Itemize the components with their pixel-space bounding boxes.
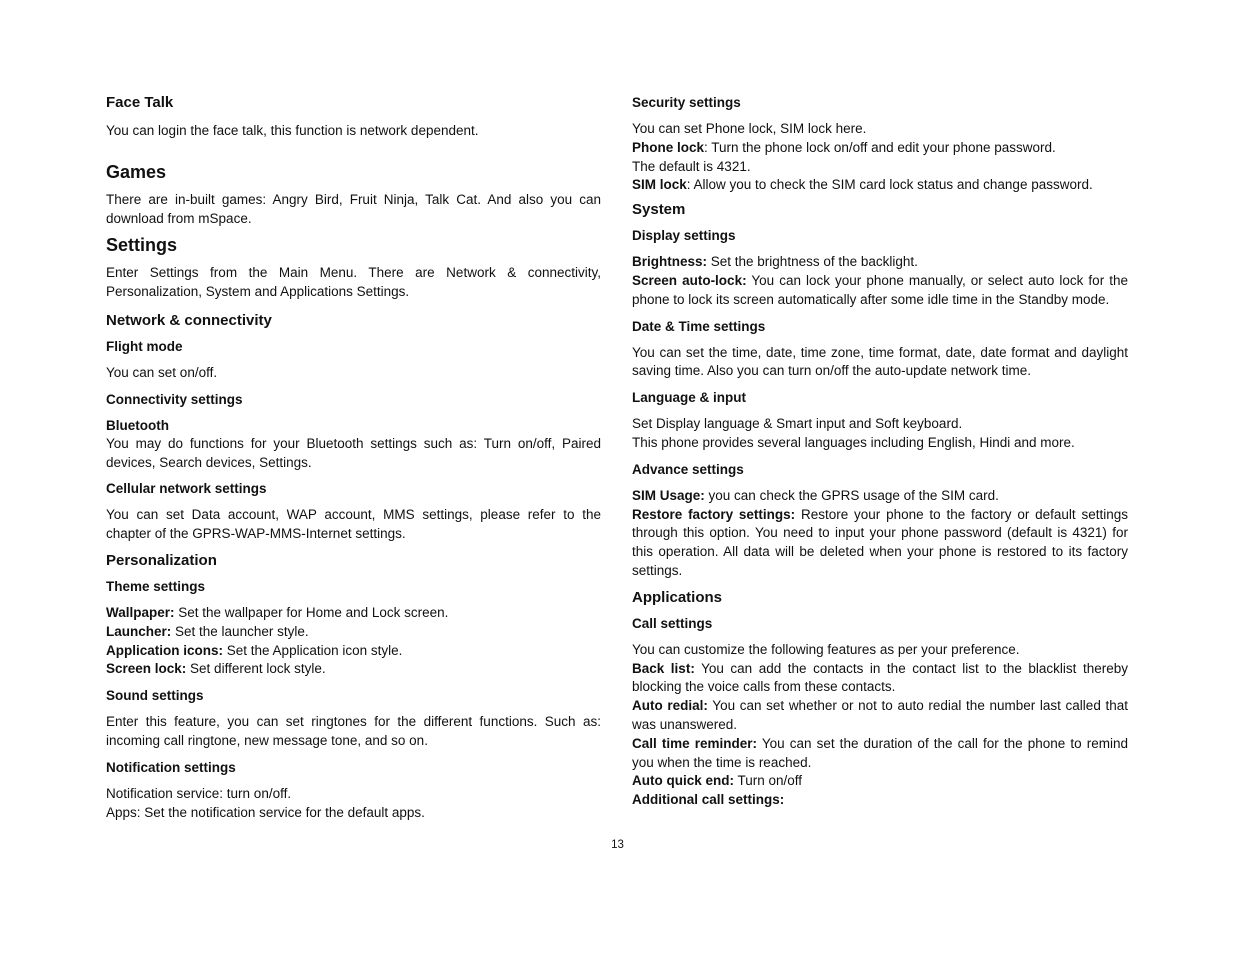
connectivity-heading: Connectivity settings <box>106 391 243 407</box>
datetime-text: You can set the time, date, time zone, time format, date, date format and daylight saving time. Also you can turn on/off the auto-update network time. <box>632 344 1128 379</box>
sim-lock-line <box>632 176 1128 195</box>
face-talk-heading: Face Talk <box>106 94 174 111</box>
sound-heading: Sound settings <box>106 688 204 704</box>
autolock-line <box>632 272 1128 310</box>
notification-heading: Notification settings <box>106 759 236 775</box>
phone-lock-line <box>632 139 1128 158</box>
notification-line-1: Notification service: turn on/off. <box>106 785 292 801</box>
screen-lock-label: Screen lock: <box>106 661 187 677</box>
back-list-text: You can add the contacts in the contact list to the blacklist thereby blocking the voice calls from these contacts. <box>632 660 1128 695</box>
call-settings-heading: Call settings <box>632 615 713 631</box>
launcher-line <box>106 623 601 642</box>
autolock-text: You can lock your phone manually, or select auto lock for the phone to lock its screen automatically after some idle time in the Standby mode. <box>632 272 1128 307</box>
right-column <box>632 90 1128 810</box>
additional-line <box>632 791 1128 810</box>
app-icons-label: Application icons: <box>106 642 224 658</box>
call-time-line <box>632 735 1128 773</box>
theme-heading: Theme settings <box>106 578 206 594</box>
auto-redial-line <box>632 697 1128 735</box>
cellular-text: You can set Data account, WAP account, MMS settings, please refer to the chapter of the GPRS-WAP-MMS-Internet settings. <box>106 507 601 542</box>
language-line-2: This phone provides several languages including English, Hindi and more. <box>632 434 1075 450</box>
settings-heading: Settings <box>106 235 178 256</box>
auto-redial-text: You can set whether or not to auto redial the number last called that was unanswered. <box>632 698 1128 732</box>
screen-lock-text: Set different lock style. <box>186 661 326 677</box>
brightness-label: Brightness: <box>632 254 708 270</box>
screen-lock-line <box>106 660 601 679</box>
applications-heading: Applications <box>632 588 723 606</box>
restore-label: Restore factory settings: <box>632 506 796 522</box>
settings-text: Enter Settings from the Main Menu. There are Network & connectivity, Personalization, System and Applications Settings. <box>106 265 601 300</box>
notification-line-2: Apps: Set the notification service for the default apps. <box>106 804 425 820</box>
wallpaper-line <box>106 604 601 623</box>
page-number: 13 <box>611 839 624 851</box>
display-heading: Display settings <box>632 228 736 244</box>
display-text <box>632 253 1128 309</box>
left-column <box>106 90 601 822</box>
games-text: There are in-built games: Angry Bird, Fruit Ninja, Talk Cat. And also you can download from mSpace. <box>106 191 601 226</box>
cellular-heading: Cellular network settings <box>106 481 267 497</box>
language-text <box>632 415 1128 453</box>
restore-text: Restore your phone to the factory or default settings through this option. You need to input your phone password (default is 4321) for this operation. All data will be deleted when your phone is restored to its factory settings. <box>632 506 1128 578</box>
sound-text: Enter this feature, you can set ringtones for the different functions. Such as: incoming call ringtone, new message tone, and so on. <box>106 714 601 748</box>
brightness-text: Set the brightness of the backlight. <box>707 254 918 270</box>
sim-usage-text: you can check the GPRS usage of the SIM card. <box>704 487 999 503</box>
autolock-label: Screen auto-lock: <box>632 272 747 288</box>
sim-usage-line <box>632 487 1128 506</box>
theme-text <box>106 604 601 679</box>
call-time-label: Call time reminder: <box>632 735 757 751</box>
security-text <box>632 120 1128 195</box>
flight-mode-text: You can set on/off. <box>106 364 218 380</box>
sim-usage-label: SIM Usage: <box>632 487 705 503</box>
auto-redial-label: Auto redial: <box>632 698 708 714</box>
phone-lock-label: Phone lock <box>632 139 705 155</box>
restore-line <box>632 506 1128 581</box>
call-time-text: You can set the duration of the call for the phone to remind you when the time is reached. <box>632 735 1128 770</box>
back-list-line <box>632 660 1128 698</box>
call-settings-text <box>632 641 1128 810</box>
default-password-line: The default is 4321. <box>632 158 751 174</box>
games-heading: Games <box>106 161 167 182</box>
phone-lock-text: : Turn the phone lock on/off and edit your phone password. <box>704 139 1056 155</box>
sim-lock-label: SIM lock <box>632 177 687 193</box>
auto-quick-text: Turn on/off <box>734 773 803 789</box>
bluetooth-heading: Bluetooth <box>106 417 169 433</box>
call-intro: You can customize the following features as per your preference. <box>632 641 1020 657</box>
advance-heading: Advance settings <box>632 461 744 477</box>
back-list-label: Back list: <box>632 660 695 676</box>
app-icons-text: Set the Application icon style. <box>223 642 403 658</box>
datetime-heading: Date & Time settings <box>632 318 766 334</box>
wallpaper-text: Set the wallpaper for Home and Lock screen. <box>174 604 449 620</box>
system-heading: System <box>632 201 686 219</box>
notification-text <box>106 785 601 823</box>
auto-quick-label: Auto quick end: <box>632 773 734 789</box>
launcher-label: Launcher: <box>106 623 172 639</box>
language-heading: Language & input <box>632 390 746 406</box>
app-icons-line <box>106 642 601 661</box>
advance-text <box>632 487 1128 581</box>
security-intro: You can set Phone lock, SIM lock here. <box>632 121 867 136</box>
security-heading: Security settings <box>632 95 741 110</box>
language-line-1: Set Display language & Smart input and Soft keyboard. <box>632 416 963 432</box>
sim-lock-text: : Allow you to check the SIM card lock status and change password. <box>686 177 1093 193</box>
network-heading: Network & connectivity <box>106 311 272 329</box>
launcher-text: Set the launcher style. <box>171 623 309 639</box>
bluetooth-text: You may do functions for your Bluetooth settings such as: Turn on/off, Paired devices, Search devices, Settings. <box>106 435 601 470</box>
face-talk-text: You can login the face talk, this function is network dependent. <box>106 123 479 138</box>
flight-mode-heading: Flight mode <box>106 338 183 354</box>
brightness-line <box>632 253 1128 272</box>
wallpaper-label: Wallpaper: <box>106 604 175 620</box>
auto-quick-line <box>632 772 1128 791</box>
personalization-heading: Personalization <box>106 551 217 569</box>
additional-label: Additional call settings: <box>632 792 785 808</box>
